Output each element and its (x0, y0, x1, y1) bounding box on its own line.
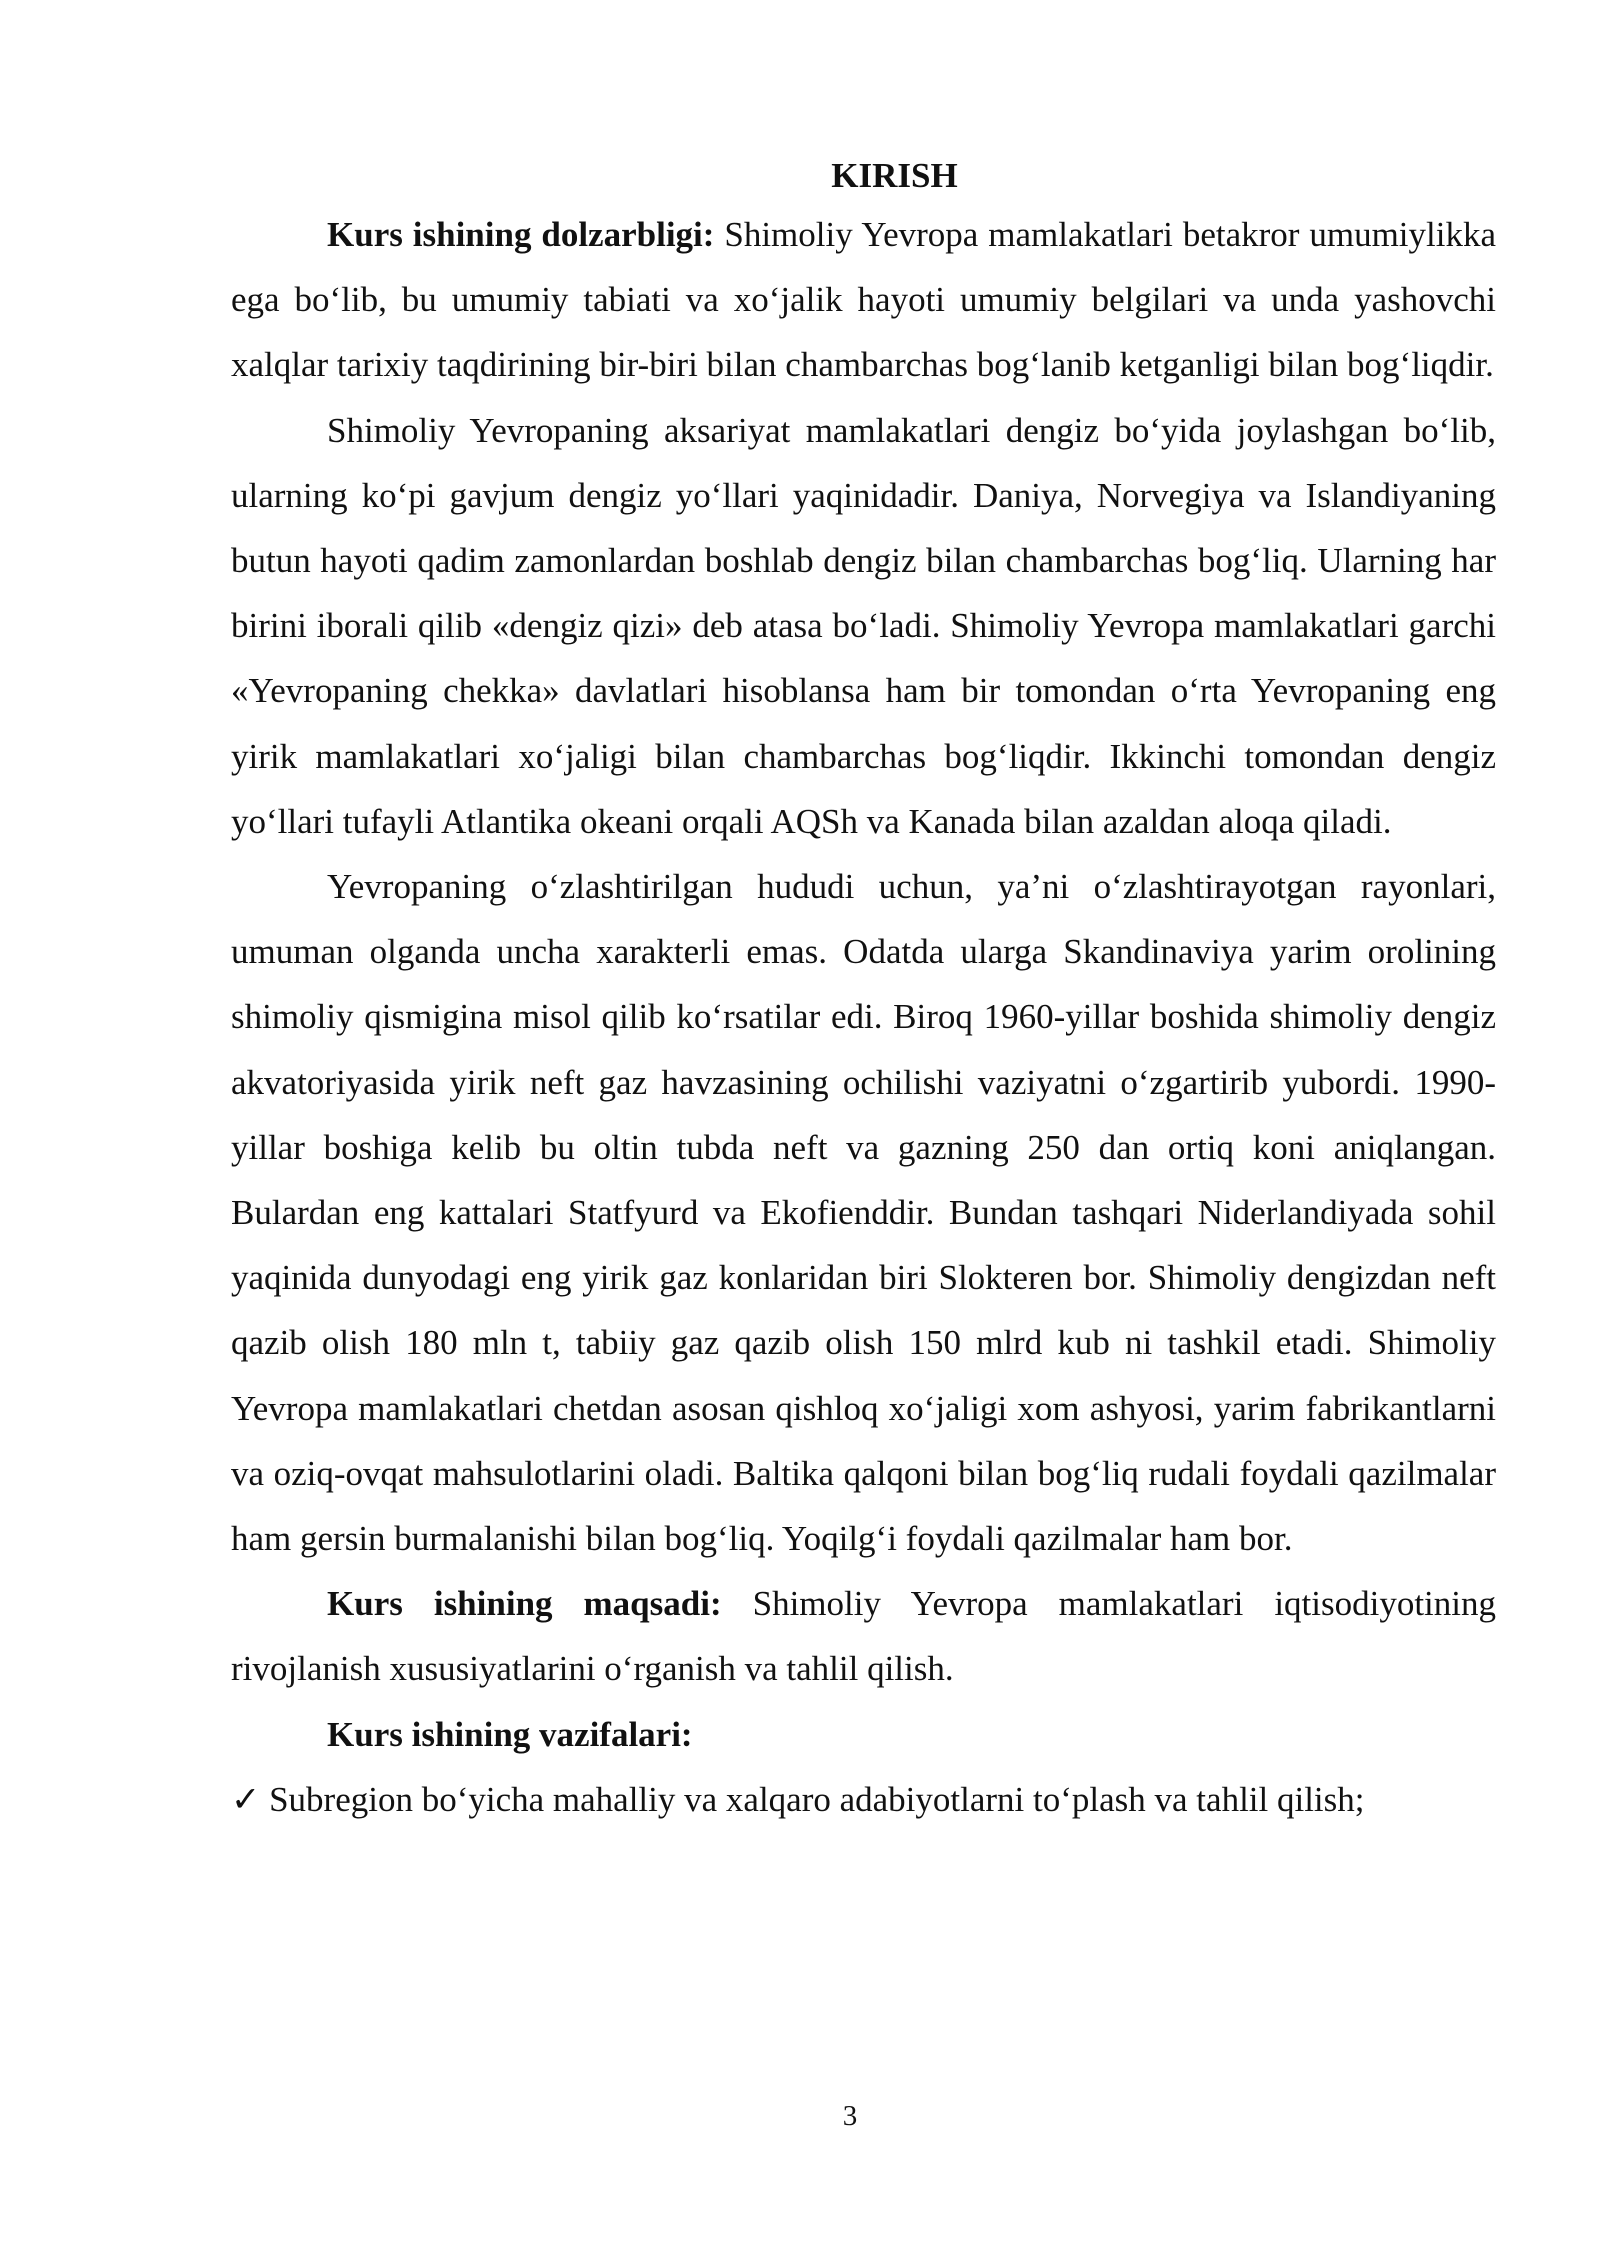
checklist-item-text: Subregion bo‘yicha mahalliy va xalqaro adabiyotlarni to‘plash va tahlil qilish; (260, 1779, 1365, 1819)
paragraph-text-resources: Yevropaning o‘zlashtirilgan hududi uchun, ya’ni o‘zlashtirayotgan rayonlari, umuman olganda uncha xarakterli emas. Odatda ularga Skandinaviya yarim orolining shimoliy qismigina misol qilib ko‘rsatilar edi. Biroq 1960-yillar boshida shimoliy dengiz akvatoriyasida yirik neft gaz havzasining ochilishi vaziyatni o‘zgartirib yubordi. 1990-yillar boshiga kelib bu oltin tubda neft va gazning 250 dan ortiq koni aniqlangan. Bulardan eng kattalari Statfyurd va Ekofienddir. Bundan tashqari Niderlandiyada sohil yaqinida dunyodagi eng yirik gaz konlaridan biri Slokteren bor. Shimoliy dengizdan neft qazib olish 180 mln t, tabiiy gaz qazib olish 150 mlrd kub ni tashkil etadi. Shimoliy Yevropa mamlakatlari chetdan asosan qishloq xo‘jaligi xom ashyosi, yarim fabrikantlarni va oziq-ovqat mahsulotlarini oladi. Baltika qalqoni bilan bog‘liq rudali foydali qazilmalar ham gersin burmalanishi bilan bog‘liq. Yoqilg‘i foydali qazilmalar ham bor. (231, 867, 1496, 1559)
paragraph-text-geography: Shimoliy Yevropaning aksariyat mamlakatlari dengiz bo‘yida joylashgan bo‘lib, ularning ko‘pi gavjum dengiz yo‘llari yaqinidadir. Daniya, Norvegiya va Islandiyaning butun hayoti qadim zamonlardan boshlab dengiz bilan chambarchas bog‘liq. Ularning har birini iborali qilib «dengiz qizi» deb atasa bo‘ladi. Shimoliy Yevropa mamlakatlari garchi «Yevropaning chekka» davlatlari hisoblansa ham bir tomondan o‘rta Yevropaning eng yirik mamlakatlari xo‘jaligi bilan chambarchas bog‘liqdir. Ikkinchi tomondan dengiz yo‘llari tufayli Atlantika okeani orqali AQSh va Kanada bilan azaldan aloqa qiladi. (231, 410, 1496, 841)
paragraph-relevance (231, 202, 1496, 398)
paragraph-lead-relevance: Kurs ishining dolzarbligi: (327, 215, 715, 254)
section-heading: KIRISH (831, 156, 958, 195)
paragraph-tasks (231, 1702, 1496, 1767)
paragraph-lead-tasks: Kurs ishining vazifalari: (327, 1714, 693, 1754)
check-mark-icon: ✓ (231, 1779, 261, 1819)
paragraph-geography (231, 398, 1496, 854)
checklist-item (231, 1767, 1496, 1832)
paragraph-text-goal: Shimoliy Yevropa mamlakatlari iqtisodiyotining rivojlanish xususiyatlarini o‘rganish va tahlil qilish. (231, 1584, 1497, 1689)
page-content (231, 150, 1496, 1832)
page-number: 3 (842, 2100, 858, 2132)
paragraph-lead-goal: Kurs ishining maqsadi: (327, 1584, 722, 1624)
paragraph-resources (231, 854, 1496, 1571)
paragraph-goal (231, 1571, 1496, 1701)
paragraph-text-relevance: Shimoliy Yevropa mamlakatlari betakror umumiylikka ega bo‘lib, bu umumiy tabiati va xo‘jalik hayoti umumiy belgilari va unda yashovchi xalqlar tarixiy taqdirining bir-biri bilan chambarchas bog‘lanib ketganligi bilan bog‘liqdir. (231, 215, 1496, 385)
